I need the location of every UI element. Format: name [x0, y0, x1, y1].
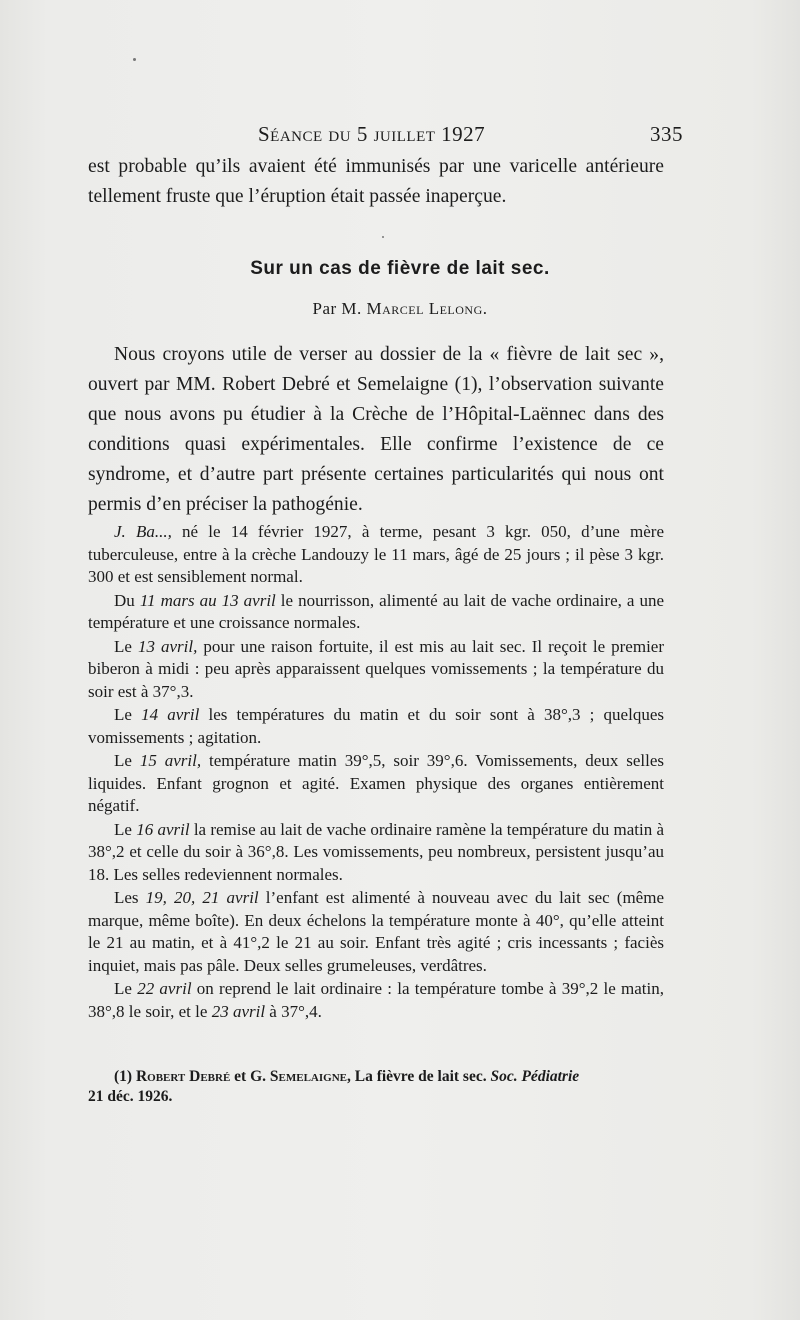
intro-text: Nous croyons utile de verser au dossier de la « fièvre de lait sec », ouvert par MM. Robert Debré et Semelaigne (1), l’observation suivante que nous avons pu étudier à la Crèche de l’Hôpital-Laënnec dans des conditions quasi expérimentales. Elle confirme l’existence de ce syndrome, et d’autre part présente certaines particularités qui nous ont permis d’en préciser la pathogénie. [88, 344, 664, 515]
byline-par: Par M. [312, 299, 362, 318]
date-span: 11 mars au 13 avril [139, 590, 276, 610]
footnote [88, 1067, 664, 1107]
continuation-paragraph [88, 152, 664, 212]
date-span: 19, 20, 21 avril [145, 888, 259, 907]
observation-paragraph [88, 521, 664, 589]
paragraph-lead: Le [114, 751, 140, 770]
observation-paragraph [88, 750, 664, 818]
byline [0, 299, 800, 319]
date-span: 16 avril [136, 819, 190, 839]
date-span: 15 avril, [139, 751, 202, 770]
paragraph-lead: Le [114, 705, 142, 724]
paragraph-lead: Les [114, 888, 146, 907]
footnote-journal: Soc. Pédiatrie [490, 1068, 580, 1085]
intro-paragraph [88, 340, 664, 520]
observation-paragraph [88, 704, 664, 749]
footnote-marker: (1) [114, 1068, 136, 1085]
footnote-author: Robert Debré [135, 1068, 231, 1085]
article-title: Sur un cas de fièvre de lait sec. [250, 258, 550, 279]
speck [133, 58, 136, 61]
date-span: 14 avril [141, 705, 200, 724]
observation-paragraph [88, 978, 664, 1023]
footnote-author: Semelaigne [269, 1068, 347, 1085]
paragraph-lead: Le [114, 636, 138, 656]
footnote-conjunction: et G. [230, 1068, 270, 1085]
paragraph-text: l’enfant est alimenté à nouveau avec du lait sec (même marque, même boîte). En deux échelons la température monte à 40°, qu’elle atteint le 21 au matin, et à 41°,2 le 21 au soir. Enfant très agité ; cris incessants ; faciès inquiet, mais pas pâle. Deux selles grumeleuses, verdâtres. [88, 888, 664, 975]
observation-paragraph [88, 590, 664, 635]
date-span: 23 avril [211, 1001, 266, 1021]
patient-id: J. Ba..., [114, 522, 172, 541]
paragraph-lead: Du [114, 590, 140, 610]
running-title: Séance du 5 juillet 1927 [258, 122, 486, 146]
paragraph-text: pour une raison fortuite, il est mis au lait sec. Il reçoit le premier biberon à midi : peu après apparaissent quelques vomissements ; la température du soir est à 37°,3. [88, 636, 665, 701]
paragraph-text: à 37°,4. [265, 1001, 322, 1021]
date-span: 22 avril [137, 979, 192, 998]
footnote-date: 21 déc. 1926. [88, 1088, 173, 1105]
speck [382, 236, 384, 238]
paragraph-text: la remise au lait de vache ordinaire ramène la température du matin à 38°,2 et celle du soir à 36°,8. Les vomissements, peu nombreux, persistent jusqu’au 18. Les selles redeviennent normales. [88, 819, 665, 884]
byline-author: Marcel Lelong. [366, 299, 488, 318]
observation-paragraph [88, 819, 664, 887]
paragraph-lead: Le [114, 819, 137, 839]
observation-paragraph [88, 636, 664, 704]
observation-section [88, 521, 664, 1024]
paragraph-text: le nourrisson, alimenté au lait de vache ordinaire, a une température et une croissance normales. [88, 590, 665, 632]
footnote-text [88, 1067, 664, 1087]
paragraph-text: on reprend le lait ordinaire : la température tombe à 39°,2 le matin, 38°,8 le soir, et le [88, 979, 664, 1021]
paragraph-text: température matin 39°,5, soir 39°,6. Vomissements, deux selles liquides. Enfant grognon et agité. Examen physique des organes entièrement négatif. [88, 751, 664, 815]
paragraph-lead: Le [114, 979, 138, 998]
footnote-title: , La fièvre de lait sec. [346, 1068, 491, 1085]
paragraph-text: né le 14 février 1927, à terme, pesant 3 kgr. 050, d’une mère tuberculeuse, entre à la crèche Landouzy le 11 mars, âgé de 25 jours ; il pèse 3 kgr. 300 et est sensiblement normal. [88, 522, 664, 586]
observation-paragraph [88, 887, 664, 977]
page-number: 335 [650, 122, 683, 146]
paragraph-text: les températures du matin et du soir sont à 38°,3 ; quelques vomissements ; agitation. [88, 705, 664, 747]
continuation-text: est probable qu’ils avaient été immunisés par une varicelle antérieure tellement fruste que l’éruption était passée inaperçue. [88, 156, 664, 207]
date-span: 13 avril, [137, 636, 198, 656]
